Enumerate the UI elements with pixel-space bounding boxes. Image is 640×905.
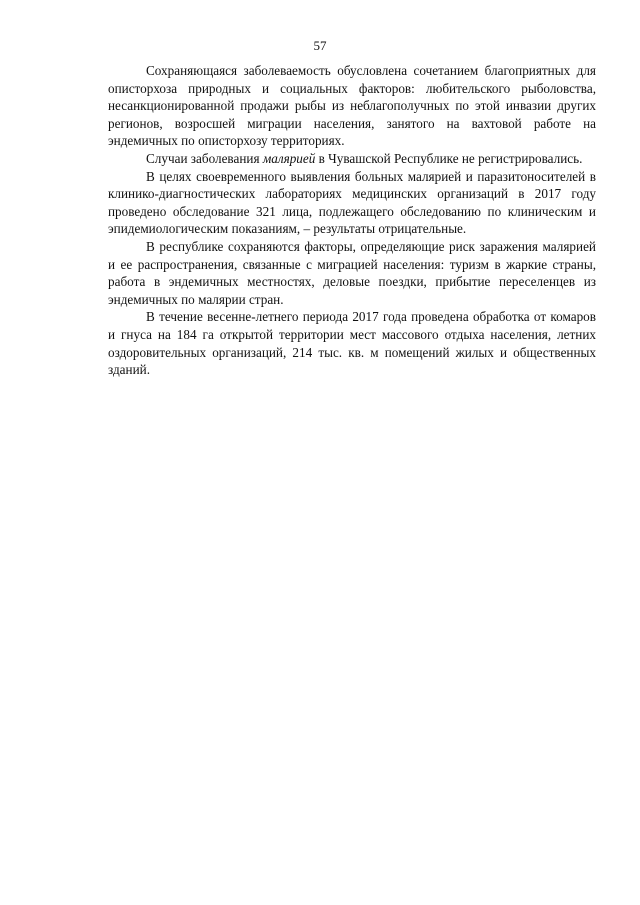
paragraph-mosquito-treatment: В течение весенне-летнего периода 2017 года проведена обработка от комаров и гнуса на 184 га открытой территории мест массового отдыха населения, летних оздоровительных организаций, 214 тыс. кв. м помещений жилых и общественных зданий. [108, 309, 596, 378]
paragraph-malaria-cases-lead: Случаи заболевания [146, 150, 263, 166]
paragraph-malaria-cases [108, 150, 596, 168]
paragraph-opisthorchiasis-factors: Сохраняющаяся заболеваемость обусловлена сочетанием благоприятных для описторхоза природных и социальных факторов: любительского рыболовства, несанкционированной продажи рыбы из неблагополучных по этой инвазии других регионов, возросшей миграции населения, занятого на вахтовой работе на эндемичных по описторхозу территориях. [108, 63, 596, 149]
paragraph-malaria-cases-tail: в Чувашской Республике не регистрировались. [315, 150, 583, 166]
paragraph-malaria-screening: В целях своевременного выявления больных малярией и паразитоносителей в клинико-диагностических лабораториях медицинских организаций в 2017 году проведено обследование 321 лица, подлежащего обследованию по клиническим и эпидемиологическим показаниям, – результаты отрицательные. [108, 168, 596, 237]
document-body [108, 62, 596, 379]
malaria-emphasis: малярией [262, 150, 316, 166]
page-number: 57 [313, 38, 327, 53]
paragraph-malaria-risk-factors: В республике сохраняются факторы, определяющие риск заражения малярией и ее распространения, связанные с миграцией населения: туризм в жаркие страны, работа в эндемичных местностях, деловые поездки, прибытие переселенцев из эндемичных по малярии стран. [108, 238, 596, 307]
